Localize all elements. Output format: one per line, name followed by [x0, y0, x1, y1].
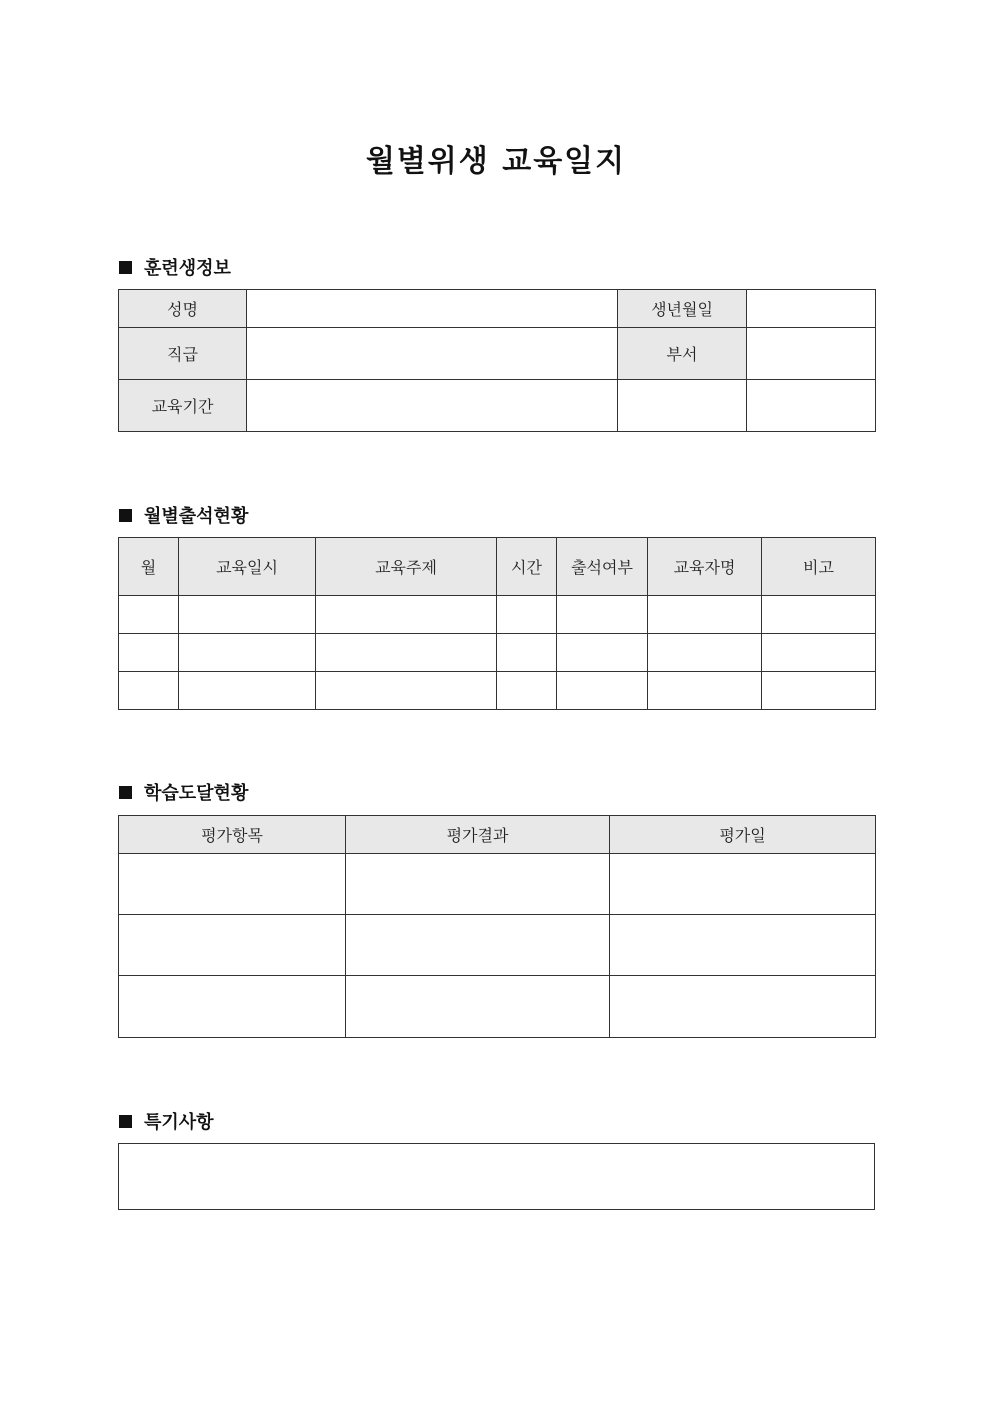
table-cell[interactable]	[762, 672, 876, 710]
table-cell[interactable]	[497, 596, 557, 634]
column-header: 교육주제	[316, 538, 497, 596]
table-cell[interactable]	[557, 672, 648, 710]
column-header: 비고	[762, 538, 876, 596]
column-header: 평가결과	[346, 816, 610, 854]
column-header: 시간	[497, 538, 557, 596]
section-heading-trainee-info	[119, 254, 231, 280]
section-heading-label: 학습도달현황	[144, 783, 249, 804]
table-cell[interactable]	[119, 854, 346, 915]
document-title: 월별위생 교육일지	[365, 144, 627, 179]
table-cell[interactable]	[557, 634, 648, 672]
table-row	[119, 854, 876, 915]
section-heading-evaluation	[119, 779, 248, 805]
notes-field[interactable]	[119, 1144, 875, 1210]
column-header: 출석여부	[557, 538, 648, 596]
department-field[interactable]	[747, 328, 876, 380]
table-cell[interactable]	[557, 596, 648, 634]
table-cell[interactable]	[179, 596, 316, 634]
trainee-info-table	[118, 289, 876, 432]
birth-date-field[interactable]	[747, 290, 876, 328]
table-row	[119, 672, 876, 710]
notes-table	[118, 1143, 875, 1210]
table-cell[interactable]	[119, 634, 179, 672]
section-heading-label: 특기사항	[144, 1112, 214, 1133]
column-header: 월	[119, 538, 179, 596]
table-row	[119, 596, 876, 634]
square-bullet-icon	[119, 509, 132, 522]
birth-date-label: 생년월일	[618, 290, 747, 328]
table-cell[interactable]	[648, 596, 762, 634]
table-cell[interactable]	[119, 672, 179, 710]
table-row	[119, 634, 876, 672]
table-cell[interactable]	[119, 596, 179, 634]
square-bullet-icon	[119, 261, 132, 274]
table-cell[interactable]	[316, 672, 497, 710]
department-label: 부서	[618, 328, 747, 380]
table-cell[interactable]	[762, 634, 876, 672]
section-heading-notes	[119, 1108, 214, 1134]
table-cell[interactable]	[346, 976, 610, 1038]
evaluation-table	[118, 815, 876, 1038]
period-field[interactable]	[247, 380, 618, 432]
table-cell[interactable]	[316, 596, 497, 634]
position-field[interactable]	[247, 328, 618, 380]
column-header: 교육자명	[648, 538, 762, 596]
name-field[interactable]	[247, 290, 618, 328]
period-label: 교육기간	[119, 380, 247, 432]
column-header: 평가일	[610, 816, 876, 854]
table-cell[interactable]	[762, 596, 876, 634]
attendance-table	[118, 537, 876, 710]
table-cell[interactable]	[610, 976, 876, 1038]
section-heading-attendance	[119, 502, 248, 528]
name-label: 성명	[119, 290, 247, 328]
table-row	[119, 976, 876, 1038]
square-bullet-icon	[119, 1115, 132, 1128]
section-heading-label: 월별출석현황	[144, 506, 249, 527]
table-cell[interactable]	[316, 634, 497, 672]
table-cell[interactable]	[648, 634, 762, 672]
table-cell[interactable]	[179, 672, 316, 710]
extra-field-2[interactable]	[747, 380, 876, 432]
column-header: 교육일시	[179, 538, 316, 596]
table-cell[interactable]	[119, 915, 346, 976]
table-cell[interactable]	[179, 634, 316, 672]
table-cell[interactable]	[497, 634, 557, 672]
table-row	[119, 915, 876, 976]
section-heading-label: 훈련생정보	[144, 258, 231, 279]
table-cell[interactable]	[610, 915, 876, 976]
table-cell[interactable]	[346, 854, 610, 915]
position-label: 직급	[119, 328, 247, 380]
table-cell[interactable]	[119, 976, 346, 1038]
table-cell[interactable]	[346, 915, 610, 976]
table-cell[interactable]	[497, 672, 557, 710]
square-bullet-icon	[119, 786, 132, 799]
column-header: 평가항목	[119, 816, 346, 854]
table-cell[interactable]	[610, 854, 876, 915]
extra-field-1[interactable]	[618, 380, 747, 432]
table-cell[interactable]	[648, 672, 762, 710]
